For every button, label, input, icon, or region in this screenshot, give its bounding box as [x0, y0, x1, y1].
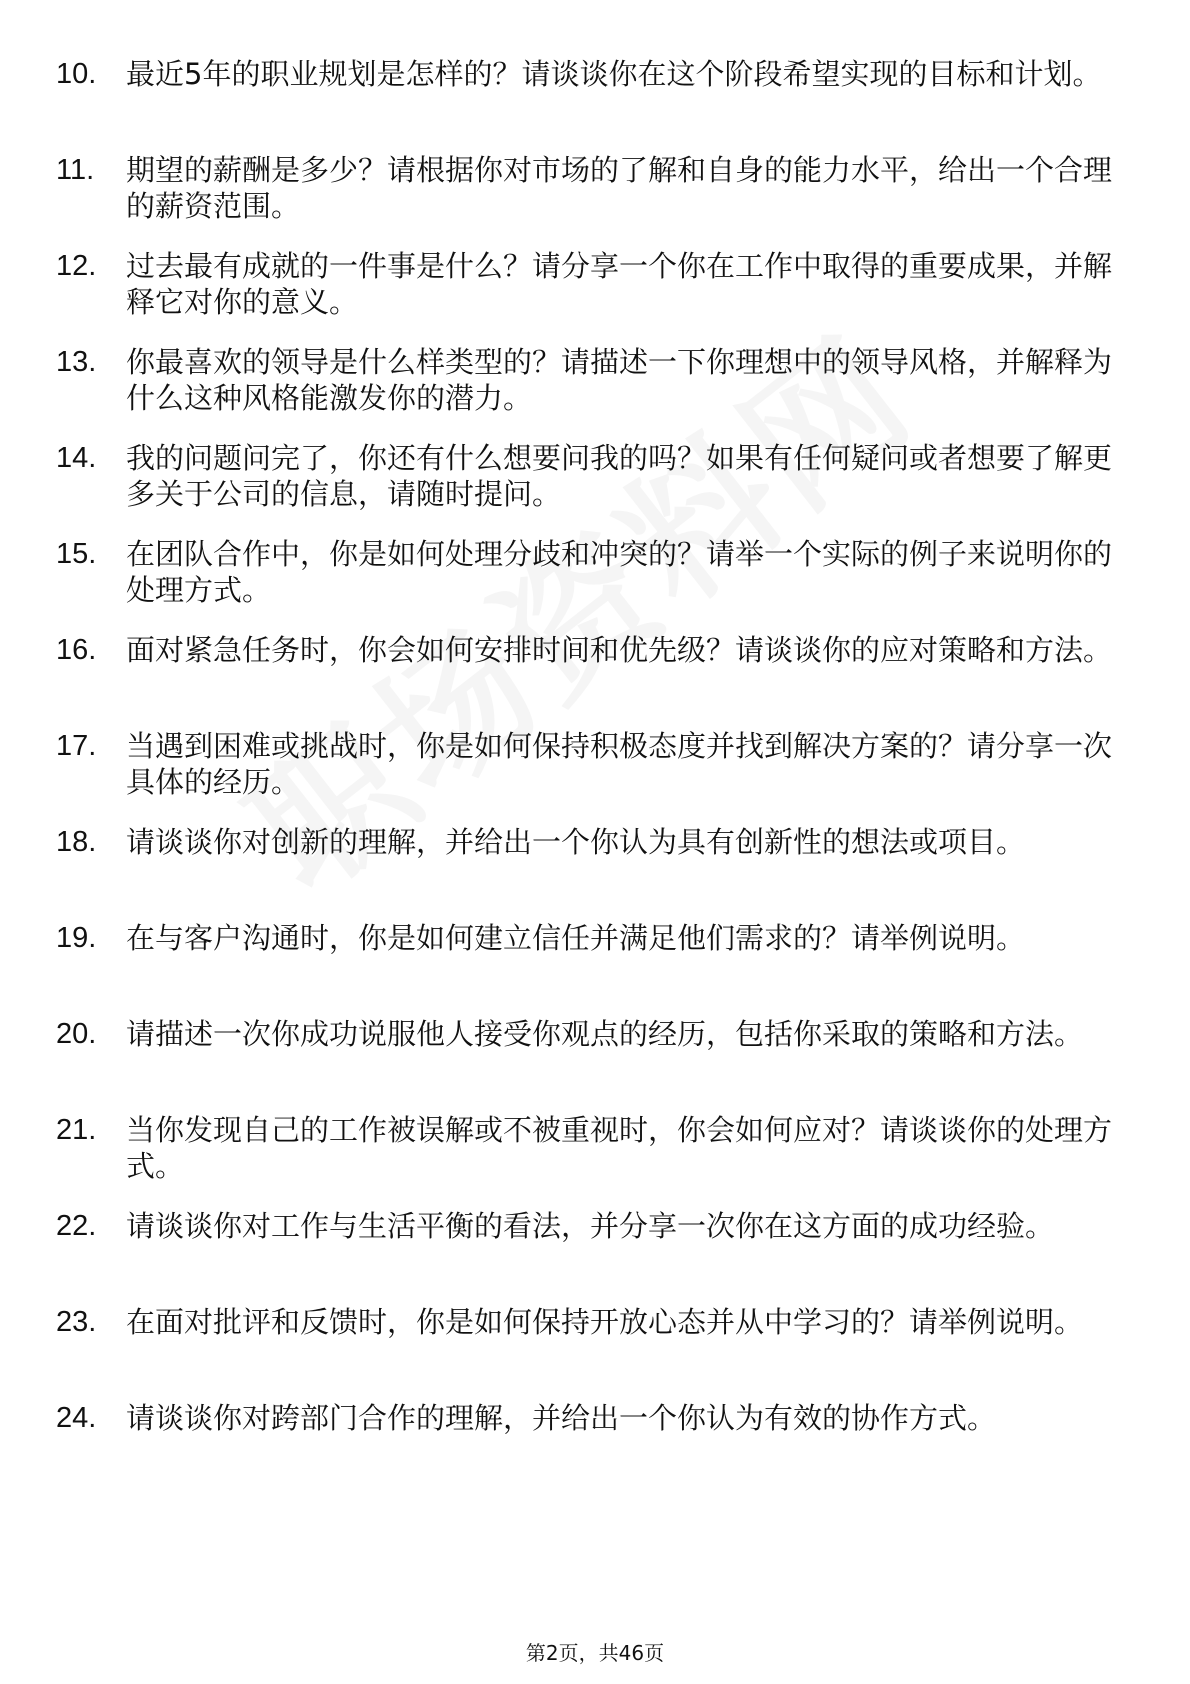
question-list [0, 52, 1190, 1492]
question-number: 15. [56, 538, 97, 570]
question-number: 10. [56, 58, 97, 90]
page-footer [0, 1641, 1190, 1665]
question-number: 18. [56, 826, 97, 858]
question-number: 22. [56, 1210, 97, 1242]
question-item [0, 52, 1190, 148]
question-text: 我的问题问完了，你还有什么想要问我的吗？如果有任何疑问或者想要了解更多关于公司的信息，请随时提问。 [126, 441, 1113, 511]
question-number: 16. [56, 634, 97, 666]
question-item [0, 820, 1190, 916]
page-number-label: 第2页，共46页 [525, 1641, 665, 1665]
question-item [0, 1204, 1190, 1300]
question-text: 在与客户沟通时，你是如何建立信任并满足他们需求的？请举例说明。 [126, 921, 1026, 955]
question-item [0, 916, 1190, 1012]
question-item [0, 1300, 1190, 1396]
question-number: 23. [56, 1306, 97, 1338]
question-text: 期望的薪酬是多少？请根据你对市场的了解和自身的能力水平，给出一个合理的薪资范围。 [126, 153, 1113, 223]
question-text: 请描述一次你成功说服他人接受你观点的经历，包括你采取的策略和方法。 [126, 1017, 1084, 1051]
question-number: 21. [56, 1114, 97, 1146]
question-text: 你最喜欢的领导是什么样类型的？请描述一下你理想中的领导风格，并解释为什么这种风格能激发你的潜力。 [126, 345, 1113, 415]
question-number: 19. [56, 922, 97, 954]
question-text: 当遇到困难或挑战时，你是如何保持积极态度并找到解决方案的？请分享一次具体的经历。 [126, 729, 1113, 799]
question-number: 13. [56, 346, 97, 378]
question-text: 请谈谈你对创新的理解，并给出一个你认为具有创新性的想法或项目。 [126, 825, 1026, 859]
question-number: 20. [56, 1018, 97, 1050]
question-item [0, 148, 1190, 244]
question-text: 在面对批评和反馈时，你是如何保持开放心态并从中学习的？请举例说明。 [126, 1305, 1084, 1339]
question-text: 请谈谈你对工作与生活平衡的看法，并分享一次你在这方面的成功经验。 [126, 1209, 1055, 1243]
question-item [0, 340, 1190, 436]
question-number: 11. [56, 154, 95, 186]
question-item [0, 1012, 1190, 1108]
question-item [0, 1396, 1190, 1492]
question-number: 17. [56, 730, 97, 762]
question-text: 面对紧急任务时，你会如何安排时间和优先级？请谈谈你的应对策略和方法。 [126, 633, 1113, 667]
question-text: 在团队合作中，你是如何处理分歧和冲突的？请举一个实际的例子来说明你的处理方式。 [126, 537, 1113, 607]
question-item [0, 1108, 1190, 1204]
question-text: 过去最有成就的一件事是什么？请分享一个你在工作中取得的重要成果，并解释它对你的意义。 [126, 249, 1113, 319]
question-item [0, 436, 1190, 532]
question-item [0, 628, 1190, 724]
question-text: 当你发现自己的工作被误解或不被重视时，你会如何应对？请谈谈你的处理方式。 [126, 1113, 1113, 1183]
question-item [0, 532, 1190, 628]
question-item [0, 244, 1190, 340]
question-text: 最近5年的职业规划是怎样的？请谈谈你在这个阶段希望实现的目标和计划。 [126, 57, 1102, 91]
question-number: 12. [56, 250, 97, 282]
question-item [0, 724, 1190, 820]
question-text: 请谈谈你对跨部门合作的理解，并给出一个你认为有效的协作方式。 [126, 1401, 997, 1435]
question-number: 14. [56, 442, 97, 474]
question-number: 24. [56, 1402, 97, 1434]
